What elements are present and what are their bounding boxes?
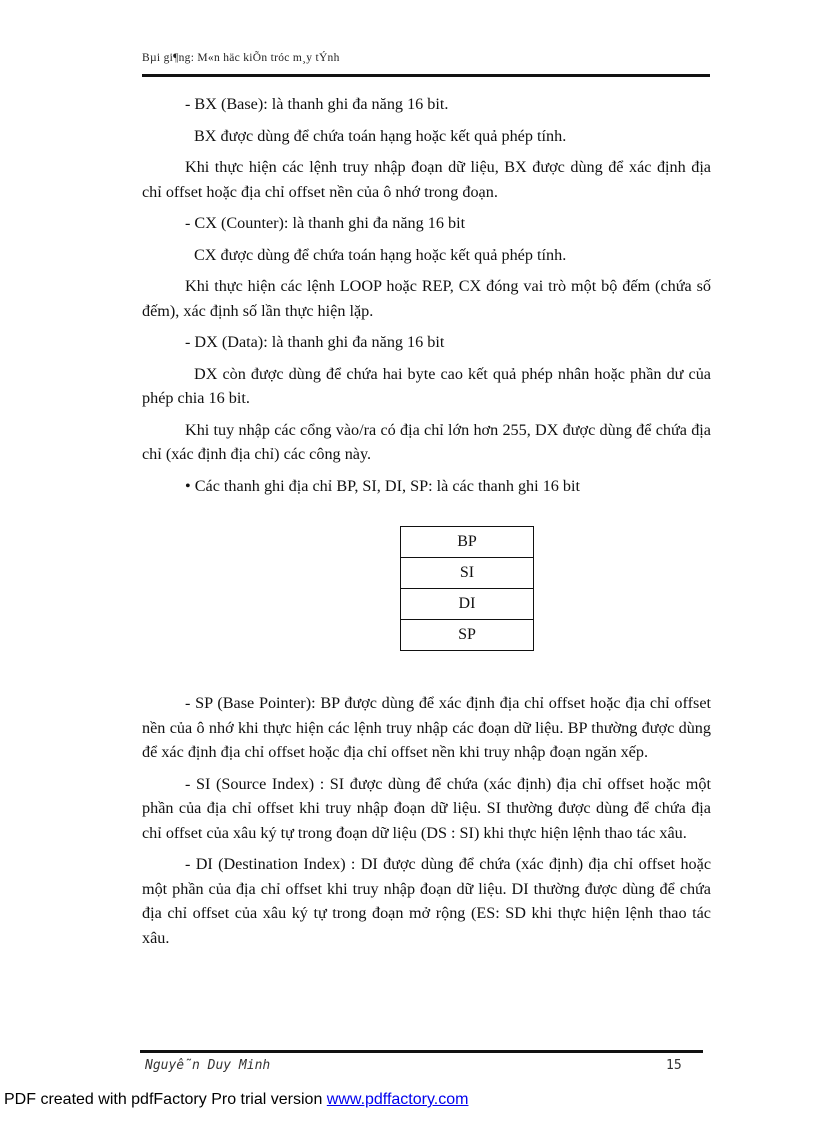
running-header: Bµi gi¶ng: M«n häc kiÕn tróc m¸y tÝnh (142, 52, 340, 64)
register-table (400, 526, 534, 651)
paragraph-bx-offset: Khi thực hiện các lệnh truy nhập đoạn dữ liệu, BX được dùng để xác định địa chỉ offset hoặc địa chỉ offset nền của ô nhớ trong đoạn. (142, 158, 711, 201)
page-body (142, 92, 711, 950)
register-cell-si: SI (401, 558, 534, 589)
pdf-watermark-text: PDF created with pdfFactory Pro trial version (4, 1091, 327, 1108)
paragraph-bx-use: BX được dùng để chứa toán hạng hoặc kết quả phép tính. (194, 126, 567, 145)
paragraph-cx-loop: Khi thực hiện các lệnh LOOP hoặc REP, CX đóng vai trò một bộ đếm (chứa số đếm), xác định số lần thực hiện lặp. (142, 277, 711, 320)
footer-author: Nguyễn Duy Minh (145, 1058, 271, 1073)
paragraph-cx-def: - CX (Counter): là thanh ghi đa năng 16 bit (185, 214, 466, 232)
paragraph-dx-use: DX còn được dùng để chứa hai byte cao kết quả phép nhân hoặc phần dư của phép chia 16 bit. (142, 364, 711, 407)
register-cell-di: DI (401, 589, 534, 620)
paragraph-bx-def: - BX (Base): là thanh ghi đa năng 16 bit. (185, 95, 449, 113)
paragraph-dx-def: - DX (Data): là thanh ghi đa năng 16 bit (185, 333, 445, 351)
paragraph-dx-io: Khi tuy nhập các cổng vào/ra có địa chỉ lớn hơn 255, DX được dùng để chứa địa chỉ (xác định địa chỉ) các công này. (142, 420, 711, 463)
footer-rule (140, 1050, 703, 1053)
pdf-watermark (4, 1091, 468, 1109)
paragraph-di-desc: - DI (Destination Index) : DI được dùng để chứa (xác định) địa chỉ offset hoặc một phần của địa chỉ offset khi truy nhập đoạn dữ liệu. DI thường được dùng để chứa địa chỉ offset của xâu ký tự trong đoạn mở rộng (ES: SD khi thực hiện lệnh thao tác xâu. (142, 855, 711, 947)
paragraph-cx-use: CX được dùng để chứa toán hạng hoặc kết quả phép tính. (194, 245, 567, 264)
page-number: 15 (666, 1058, 682, 1073)
pdffactory-link[interactable]: www.pdffactory.com (326, 1091, 469, 1108)
register-cell-sp: SP (401, 620, 534, 651)
paragraph-address-registers: • Các thanh ghi địa chỉ BP, SI, DI, SP: là các thanh ghi 16 bit (185, 476, 581, 495)
register-cell-bp: BP (401, 527, 534, 558)
header-rule (142, 74, 710, 77)
paragraph-bp-desc: - SP (Base Pointer): BP được dùng để xác định địa chỉ offset hoặc địa chỉ offset nền của ô nhớ khi thực hiện các lệnh truy nhập các đoạn dữ liệu. BP thường được dùng để xác định địa chỉ offset hoặc địa chỉ offset nền khi truy nhập đoạn ngăn xếp. (142, 694, 711, 761)
paragraph-si-desc: - SI (Source Index) : SI được dùng để chứa (xác định) địa chỉ offset hoặc một phần của địa chỉ offset khi truy nhập đoạn dữ liệu. SI thường được dùng để chứa địa chỉ offset của xâu ký tự trong đoạn dữ liệu (DS : SI) khi thực hiện lệnh thao tác xâu. (142, 774, 711, 842)
